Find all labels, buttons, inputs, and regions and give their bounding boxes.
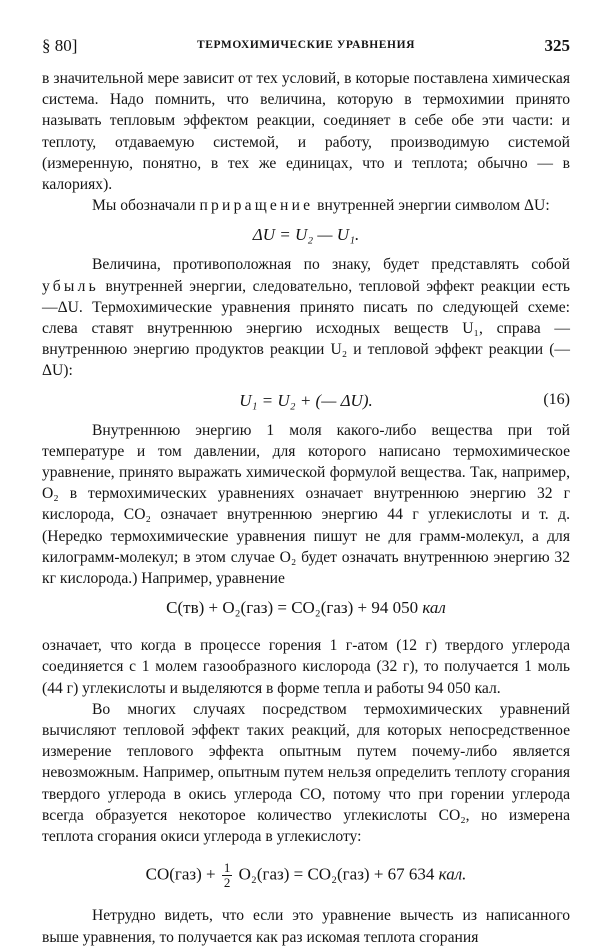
formula-co-unit: кал. — [438, 864, 467, 884]
running-header — [42, 36, 570, 60]
formula-carbon-combustion-text: C(тв) + O₂(газ) = CO₂(газ) + 94 050 — [166, 598, 419, 618]
formula-carbon-combustion — [42, 593, 570, 631]
formula-16-text: U₁ = U₂ + (— ΔU). — [239, 390, 373, 410]
paragraph-4: Внутреннюю энергию 1 моля какого-либо вещества при той температуре и том давлении, для которого написано термохимическое уравнение, принято выражать химической формулой вещества. Так, например, O₂ в термохимических уравнениях означает внутреннюю энергию 32 г кислорода, CO₂ означает внутреннюю энергию 44 г углекислоты и т. д. (Нередко термохимические уравнения пишут не для грамм-молекул, а для килограмм-молекул; в этом случае O₂ будет означать внутреннюю энергию 32 кг кислорода.) Например, уравнение — [42, 421, 570, 588]
paragraph-6: Во многих случаях посредством термохимических уравнений вычисляют тепловой эффект таких реакций, для которых непосредственное измерение теплового эффекта опытным путем почему-либо является невозможным. Например, опытным путем нельзя определить теплоту сгорания твердого углерода в окись углерода CO, потому что при горении углерода всегда образуется некоторое количество углекислоты CO₂, но измерена теплота сгорания окиси углерода в углекислоту: — [42, 700, 570, 846]
paragraph-5: означает, что когда в процессе горения 1 г-атом (12 г) твердого углерода соединяется с 1 молем газообразного кислорода (32 г), то получается 1 моль (44 г) углекислоты и выделяются в форме тепла и работы 94 050 кал. — [42, 637, 570, 697]
section-number: § 80] — [42, 36, 78, 55]
formula-delta-u-text: ΔU = U₂ — U₁. — [252, 225, 360, 245]
formula-co-left: CO(газ) + — [145, 864, 216, 884]
formula-co-combustion — [42, 851, 570, 901]
paragraph-2-start: Мы обозначали — [92, 197, 196, 215]
formula-16 — [42, 386, 570, 416]
spaced-word-decrease: убыль — [42, 277, 99, 295]
paragraph-3 — [42, 254, 570, 381]
spaced-word-increment: приращение — [199, 197, 314, 215]
formula-carbon-combustion-line — [42, 598, 570, 618]
formula-delta-u — [42, 220, 570, 250]
paragraph-3-start: Величина, противоположная по знаку, будет представлять собой — [92, 256, 570, 274]
paragraph-3-end: внутренней энергии, следовательно, тепловой эффект реакции есть —ΔU. Термохимические уравнения принято писать по следующей схеме: слева ставят внутреннюю энергию исходных веществ U₁, справа — внутреннюю энергию продуктов реакции U₂ и тепловой эффект реакции (—ΔU): — [42, 277, 570, 380]
formula-co-combustion-line — [42, 861, 570, 890]
page-number: 325 — [544, 36, 570, 55]
paragraph-2 — [42, 195, 570, 216]
paragraph-1: в значительной мере зависит от тех условий, в которые поставлена химическая система. Надо помнить, что величина, которую в термохимии принято называть тепловым эффектом реакции, соединяет в себе обе эти части: и теплоту, отдаваемую системой, и работу, производимую системой (измеренную, понятно, в тех же единицах, что и теплота; обычно — в калориях). — [42, 70, 570, 194]
paragraph-2-end: внутренней энергии символом ΔU: — [317, 197, 550, 215]
running-title: ТЕРМОХИМИЧЕСКИЕ УРАВНЕНИЯ — [196, 39, 416, 51]
formula-co-right: O₂(газ) = CO₂(газ) + 67 634 — [238, 864, 435, 884]
fraction-denominator: 2 — [223, 875, 231, 891]
formula-carbon-combustion-unit: кал — [422, 598, 446, 618]
fraction-numerator: 1 — [223, 860, 231, 876]
page-body — [42, 68, 570, 948]
equation-number: (16) — [543, 390, 570, 408]
fraction-one-half — [222, 861, 233, 890]
paragraph-7: Нетрудно видеть, что если это уравнение вычесть из написанного выше уравнения, то получается как раз искомая теплота сгорания — [42, 907, 570, 946]
